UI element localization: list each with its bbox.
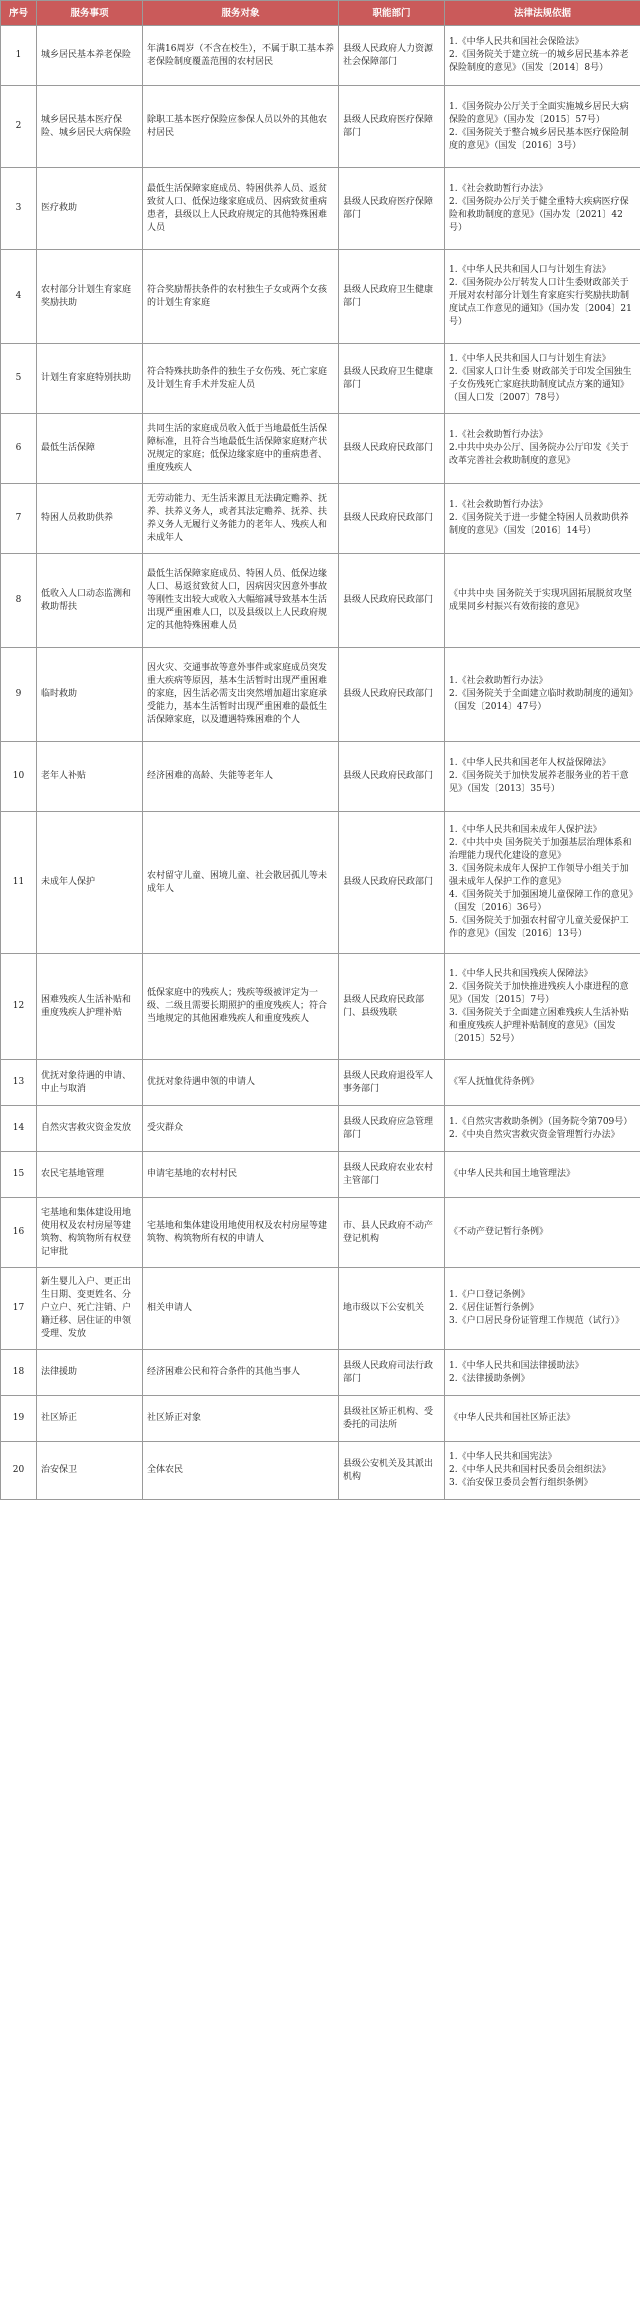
law-line: 2.《国务院关于全面建立临时救助制度的通知》（国发〔2014〕47号） [449, 689, 634, 712]
law-line: 2.《国务院关于加快发展养老服务业的若干意见》（国发〔2013〕35号） [449, 771, 629, 794]
cell-no: 8 [1, 554, 37, 648]
cell-dept: 县级人民政府农业农村主管部门 [339, 1152, 445, 1198]
cell-target: 除职工基本医疗保险应参保人员以外的其他农村居民 [143, 86, 339, 168]
table-row [1, 812, 640, 954]
cell-no: 1 [1, 26, 37, 86]
law-line: 2.《居住证暂行条例》 [449, 1303, 539, 1313]
cell-no: 15 [1, 1152, 37, 1198]
cell-dept: 县级人民政府民政部门 [339, 648, 445, 742]
law-line: 2.《法律援助条例》 [449, 1373, 530, 1384]
cell-item: 优抚对象待遇的申请、中止与取消 [37, 1060, 143, 1106]
cell-no: 10 [1, 742, 37, 812]
cell-laws [445, 86, 640, 168]
law-line: 2.《国务院关于建立统一的城乡居民基本养老保险制度的意见》（国发〔2014〕8号） [449, 50, 629, 73]
cell-laws [445, 344, 640, 414]
cell-item: 最低生活保障 [37, 414, 143, 484]
cell-laws [445, 1268, 640, 1350]
law-line: 1.《中华人民共和国残疾人保障法》 [449, 968, 593, 979]
header-laws: 法律法规依据 [445, 1, 640, 26]
table-row [1, 1106, 640, 1152]
cell-no: 16 [1, 1198, 37, 1268]
cell-target: 相关申请人 [143, 1268, 339, 1350]
law-line: 2.《国务院办公厅关于健全重特大疾病医疗保险和救助制度的意见》（国办发〔2021〕42号） [449, 196, 629, 233]
cell-dept: 县级人民政府卫生健康部门 [339, 250, 445, 344]
cell-dept: 县级人民政府民政部门 [339, 484, 445, 554]
cell-item: 临时救助 [37, 648, 143, 742]
cell-target: 全体农民 [143, 1442, 339, 1500]
cell-item: 老年人补贴 [37, 742, 143, 812]
cell-target: 年满16周岁（不含在校生），不属于职工基本养老保险制度覆盖范围的农村居民 [143, 26, 339, 86]
cell-dept: 县级人民政府民政部门 [339, 812, 445, 954]
cell-item: 医疗救助 [37, 168, 143, 250]
table-row [1, 414, 640, 484]
law-line: 5.《国务院关于加强农村留守儿童关爱保护工作的意见》（国发〔2016〕13号） [449, 916, 629, 939]
law-line: 1.《中华人民共和国未成年人保护法》 [449, 825, 602, 835]
cell-dept: 县级人民政府民政部门 [339, 742, 445, 812]
table-row [1, 1198, 640, 1268]
law-line: 《中华人民共和国土地管理法》 [449, 1169, 576, 1179]
table-row [1, 1268, 640, 1350]
law-line: 1.《社会救助暂行办法》 [449, 676, 548, 686]
cell-laws [445, 648, 640, 742]
cell-target: 最低生活保障家庭成员、特困人员、低保边缘人口、易返贫致贫人口，因病因灾因意外事故等刚性支出较大或收入大幅缩减导致基本生活出现严重困难人口，以及县级以上人民政府规定的其他特殊困难人员 [143, 554, 339, 648]
cell-target: 申请宅基地的农村村民 [143, 1152, 339, 1198]
law-line: 《不动产登记暂行条例》 [449, 1227, 549, 1237]
table-row [1, 1060, 640, 1106]
table-row [1, 484, 640, 554]
cell-no: 7 [1, 484, 37, 554]
cell-target: 宅基地和集体建设用地使用权及农村房屋等建筑物、构筑物所有权的申请人 [143, 1198, 339, 1268]
table-row [1, 26, 640, 86]
cell-target: 优抚对象待遇申领的申请人 [143, 1060, 339, 1106]
law-line: 2.《中央自然灾害救灾资金管理暂行办法》 [449, 1129, 620, 1140]
cell-no: 2 [1, 86, 37, 168]
cell-laws [445, 26, 640, 86]
cell-no: 13 [1, 1060, 37, 1106]
cell-dept: 县级人民政府民政部门、县级残联 [339, 954, 445, 1060]
cell-dept: 县级人民政府卫生健康部门 [339, 344, 445, 414]
law-line: 1.《社会救助暂行办法》 [449, 430, 548, 440]
cell-no: 3 [1, 168, 37, 250]
cell-laws [445, 554, 640, 648]
cell-dept: 县级人民政府应急管理部门 [339, 1106, 445, 1152]
table-row [1, 1152, 640, 1198]
law-line: 1.《中华人民共和国社会保险法》 [449, 37, 584, 47]
table-row [1, 168, 640, 250]
cell-item: 困难残疾人生活补贴和重度残疾人护理补贴 [37, 954, 143, 1060]
law-line: 4.《国务院关于加强困境儿童保障工作的意见》（国发〔2016〕36号） [449, 890, 634, 913]
cell-target: 因火灾、交通事故等意外事件或家庭成员突发重大疾病等原因，基本生活暂时出现严重困难的家庭，因生活必需支出突然增加超出家庭承受能力，基本生活暂时出现严重困难的最低生活保障家庭，以及遭遇特殊困难的个人 [143, 648, 339, 742]
law-line: 3.《户口居民身份证管理工作规范（试行）》 [449, 1316, 625, 1326]
law-line: 2.《国务院关于加快推进残疾人小康进程的意见》（国发〔2015〕7号） [449, 981, 629, 1005]
law-line: 2.《中华人民共和国村民委员会组织法》 [449, 1465, 611, 1475]
cell-no: 20 [1, 1442, 37, 1500]
cell-item: 自然灾害救灾资金发放 [37, 1106, 143, 1152]
header-target: 服务对象 [143, 1, 339, 26]
table-row [1, 742, 640, 812]
cell-target: 经济困难公民和符合条件的其他当事人 [143, 1350, 339, 1396]
cell-no: 12 [1, 954, 37, 1060]
law-line: 1.《中华人民共和国法律援助法》 [449, 1360, 584, 1371]
law-line: 1.《中华人民共和国人口与计划生育法》 [449, 353, 611, 364]
law-line: 1.《社会救助暂行办法》 [449, 183, 548, 194]
cell-no: 11 [1, 812, 37, 954]
cell-item: 社区矫正 [37, 1396, 143, 1442]
cell-target: 共同生活的家庭成员收入低于当地最低生活保障标准，且符合当地最低生活保障家庭财产状况规定的家庭；低保边缘家庭中的重病患者、重度残疾人 [143, 414, 339, 484]
cell-item: 特困人员救助供养 [37, 484, 143, 554]
cell-laws [445, 1198, 640, 1268]
law-line: 1.《自然灾害救助条例》（国务院令第709号） [449, 1116, 633, 1127]
cell-item: 宅基地和集体建设用地使用权及农村房屋等建筑物、构筑物所有权登记审批 [37, 1198, 143, 1268]
cell-target: 最低生活保障家庭成员、特困供养人员、返贫致贫人口、低保边缘家庭成员、因病致贫重病患者，县级以上人民政府规定的其他特殊困难人员 [143, 168, 339, 250]
law-line: 《中共中央 国务院关于实现巩固拓展脱贫攻坚成果同乡村振兴有效衔接的意见》 [449, 588, 632, 612]
table-row [1, 648, 640, 742]
table-body [1, 26, 640, 1500]
cell-item: 未成年人保护 [37, 812, 143, 954]
law-line: 2.《中共中央 国务院关于加强基层治理体系和治理能力现代化建设的意见》 [449, 838, 632, 861]
cell-dept: 县级人民政府司法行政部门 [339, 1350, 445, 1396]
cell-laws [445, 1442, 640, 1500]
cell-dept: 县级社区矫正机构、受委托的司法所 [339, 1396, 445, 1442]
cell-dept: 县级人民政府医疗保障部门 [339, 86, 445, 168]
cell-item: 计划生育家庭特别扶助 [37, 344, 143, 414]
cell-item: 农村部分计划生育家庭奖励扶助 [37, 250, 143, 344]
cell-item: 城乡居民基本医疗保险、城乡居民大病保险 [37, 86, 143, 168]
cell-item: 农民宅基地管理 [37, 1152, 143, 1198]
cell-dept: 县级人民政府民政部门 [339, 554, 445, 648]
table-row [1, 554, 640, 648]
cell-dept: 县级人民政府人力资源社会保障部门 [339, 26, 445, 86]
header-row [1, 1, 640, 26]
cell-laws [445, 1060, 640, 1106]
law-line: 1.《中华人民共和国宪法》 [449, 1452, 557, 1462]
cell-target: 无劳动能力、无生活来源且无法确定赡养、抚养、扶养义务人，或者其法定赡养、抚养、扶养义务人无履行义务能力的老年人、残疾人和未成年人 [143, 484, 339, 554]
cell-item: 低收入人口动态监测和救助帮扶 [37, 554, 143, 648]
cell-laws [445, 1106, 640, 1152]
cell-laws [445, 1396, 640, 1442]
cell-no: 18 [1, 1350, 37, 1396]
cell-item: 新生婴儿入户、更正出生日期、变更姓名、分户立户、死亡注销、户籍迁移、居住证的申领受理、发放 [37, 1268, 143, 1350]
cell-dept: 县级人民政府退役军人事务部门 [339, 1060, 445, 1106]
law-line: 2.《国务院关于整合城乡居民基本医疗保险制度的意见》（国发〔2016〕3号） [449, 127, 629, 151]
cell-target: 经济困难的高龄、失能等老年人 [143, 742, 339, 812]
cell-laws [445, 812, 640, 954]
law-line: 2.《国家人口计生委 财政部关于印发全国独生子女伤残死亡家庭扶助制度试点方案的通知》（国人口发〔2007〕78号） [449, 366, 632, 403]
cell-laws [445, 742, 640, 812]
law-line: 3.《治安保卫委员会暂行组织条例》 [449, 1478, 593, 1488]
cell-laws [445, 168, 640, 250]
law-line: 1.《社会救助暂行办法》 [449, 500, 548, 510]
law-line: 《中华人民共和国社区矫正法》 [449, 1413, 576, 1423]
cell-laws [445, 954, 640, 1060]
table-row [1, 250, 640, 344]
cell-dept: 县级人民政府民政部门 [339, 414, 445, 484]
law-line: 3.《国务院未成年人保护工作领导小组关于加强未成年人保护工作的意见》 [449, 864, 629, 887]
header-dept: 职能部门 [339, 1, 445, 26]
header-item: 服务事项 [37, 1, 143, 26]
cell-item: 治安保卫 [37, 1442, 143, 1500]
cell-no: 14 [1, 1106, 37, 1152]
cell-target: 符合特殊扶助条件的独生子女伤残、死亡家庭及计划生育手术并发症人员 [143, 344, 339, 414]
cell-target: 低保家庭中的残疾人；残疾等级被评定为一级、二级且需要长期照护的重度残疾人；符合当地规定的其他困难残疾人和重度残疾人 [143, 954, 339, 1060]
law-line: 3.《国务院关于全面建立困难残疾人生活补贴和重度残疾人护理补贴制度的意见》（国发〔2015〕52号） [449, 1007, 629, 1044]
cell-dept: 市、县人民政府不动产登记机构 [339, 1198, 445, 1268]
cell-target: 符合奖励帮扶条件的农村独生子女或两个女孩的计划生育家庭 [143, 250, 339, 344]
cell-target: 受灾群众 [143, 1106, 339, 1152]
cell-laws [445, 250, 640, 344]
header-no: 序号 [1, 1, 37, 26]
table-row [1, 1350, 640, 1396]
cell-dept: 县级人民政府医疗保障部门 [339, 168, 445, 250]
table-header [1, 1, 640, 26]
cell-no: 5 [1, 344, 37, 414]
cell-item: 城乡居民基本养老保险 [37, 26, 143, 86]
law-line: 2.中共中央办公厅、国务院办公厅印发《关于改革完善社会救助制度的意见》 [449, 443, 629, 466]
cell-dept: 县级公安机关及其派出机构 [339, 1442, 445, 1500]
cell-item: 法律援助 [37, 1350, 143, 1396]
cell-laws [445, 1350, 640, 1396]
law-line: 2.《国务院关于进一步健全特困人员救助供养制度的意见》（国发〔2016〕14号） [449, 513, 629, 536]
cell-no: 6 [1, 414, 37, 484]
cell-laws [445, 414, 640, 484]
law-line: 1.《中华人民共和国老年人权益保障法》 [449, 758, 611, 768]
law-line: 2.《国务院办公厅转发人口计生委财政部关于开展对农村部分计划生育家庭实行奖励扶助制度试点工作意见的通知》（国办发〔2004〕21号） [449, 278, 632, 327]
cell-no: 9 [1, 648, 37, 742]
law-line: 1.《中华人民共和国人口与计划生育法》 [449, 265, 611, 275]
table-row [1, 954, 640, 1060]
cell-target: 农村留守儿童、困境儿童、社会散居孤儿等未成年人 [143, 812, 339, 954]
cell-no: 17 [1, 1268, 37, 1350]
table-row [1, 86, 640, 168]
cell-target: 社区矫正对象 [143, 1396, 339, 1442]
cell-no: 19 [1, 1396, 37, 1442]
cell-no: 4 [1, 250, 37, 344]
cell-laws [445, 1152, 640, 1198]
table-row [1, 344, 640, 414]
law-line: 1.《国务院办公厅关于全面实施城乡居民大病保险的意见》（国办发〔2015〕57号） [449, 101, 629, 125]
table-row [1, 1396, 640, 1442]
law-line: 《军人抚恤优待条例》 [449, 1077, 540, 1087]
cell-dept: 地市级以下公安机关 [339, 1268, 445, 1350]
table-row [1, 1442, 640, 1500]
cell-laws [445, 484, 640, 554]
law-line: 1.《户口登记条例》 [449, 1290, 530, 1300]
